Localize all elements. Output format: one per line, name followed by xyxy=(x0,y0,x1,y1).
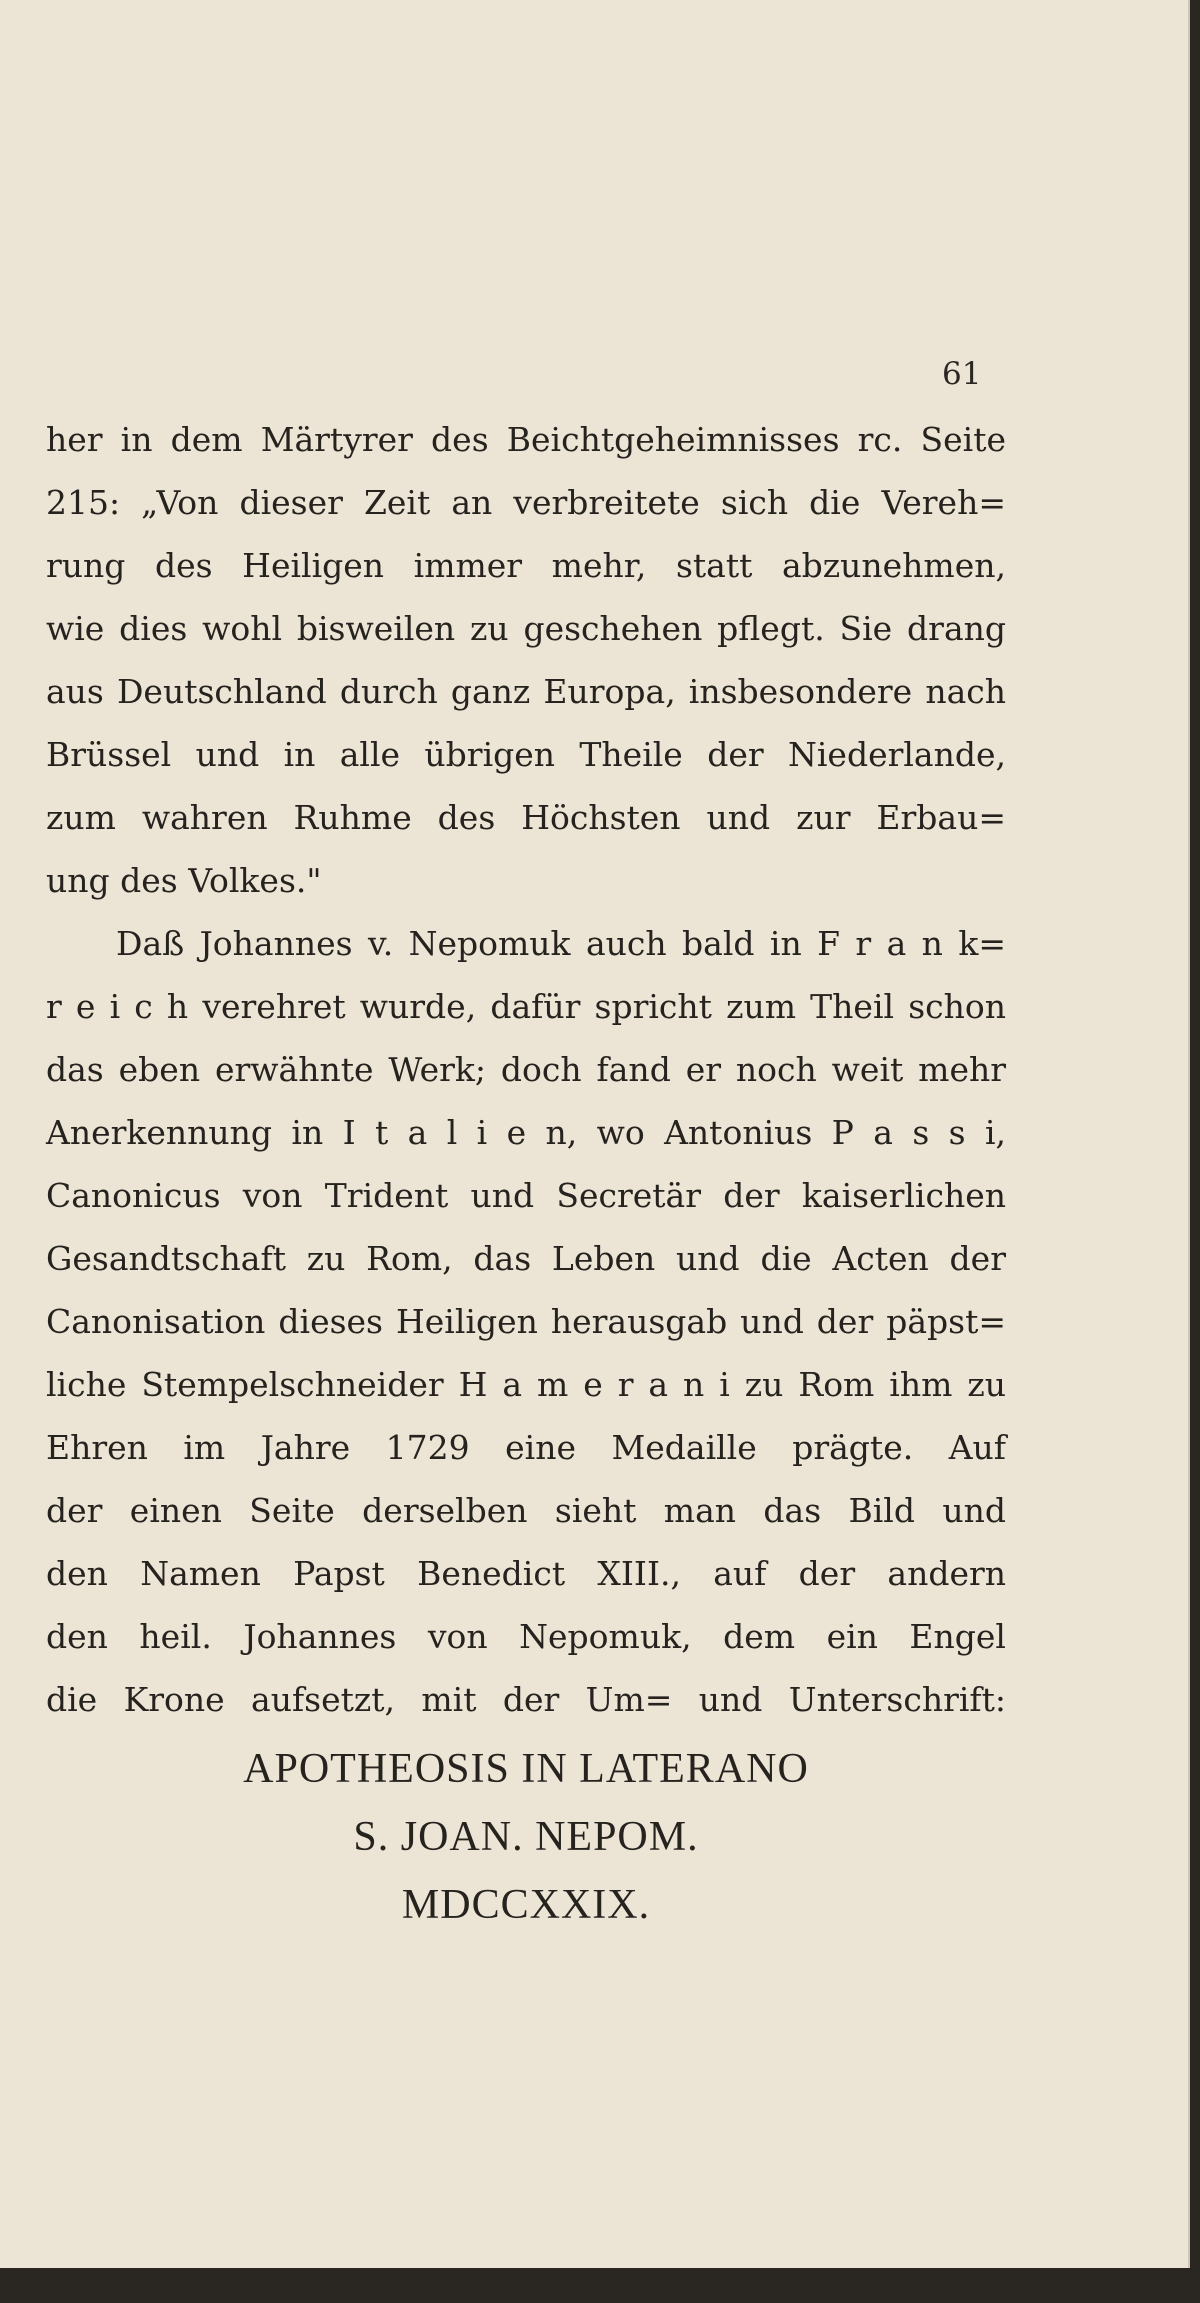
text-line-18: der einen Seite derselben sieht man das Bild und xyxy=(46,1491,1006,1530)
inscription-line-1: APOTHEOSIS IN LATERANO xyxy=(243,1746,809,1792)
text-line-19: den Namen Papst Benedict XIII., auf der andern xyxy=(46,1554,1006,1593)
text-line-2: 215: „Von dieser Zeit an verbreitete sich die Vereh= xyxy=(46,483,1006,522)
page-number: 61 xyxy=(942,356,982,392)
text-line-15: Canonisation dieses Heiligen herausgab und der päpst= xyxy=(46,1302,1006,1341)
text-line-5: aus Deutschland durch ganz Europa, insbesondere nach xyxy=(46,672,1006,711)
text-line-8: ung des Volkes." xyxy=(46,861,322,900)
text-line-20: den heil. Johannes von Nepomuk, dem ein Engel xyxy=(46,1617,1006,1656)
text-line-9: Daß Johannes v. Nepomuk auch bald in F r a n k= xyxy=(116,924,1006,963)
text-line-10: r e i c h verehret wurde, dafür spricht zum Theil schon xyxy=(46,987,1006,1026)
text-line-6: Brüssel und in alle übrigen Theile der Niederlande, xyxy=(46,735,1006,774)
text-line-11: das eben erwähnte Werk; doch fand er noch weit mehr xyxy=(46,1050,1006,1089)
inscription-line-3: MDCCXXIX. xyxy=(401,1882,651,1928)
text-line-13: Canonicus von Trident und Secretär der kaiserlichen xyxy=(46,1176,1006,1215)
text-line-3: rung des Heiligen immer mehr, statt abzunehmen, xyxy=(46,546,1006,585)
text-line-1: her in dem Märtyrer des Beichtgeheimnisses rc. Seite xyxy=(46,420,1006,459)
body-text xyxy=(46,408,1006,1731)
medal-inscription xyxy=(46,1735,1006,1939)
text-line-17: Ehren im Jahre 1729 eine Medaille prägte. Auf xyxy=(46,1428,1006,1467)
text-line-14: Gesandtschaft zu Rom, das Leben und die Acten der xyxy=(46,1239,1006,1278)
text-line-16: liche Stempelschneider H a m e r a n i zu Rom ihm zu xyxy=(46,1365,1006,1404)
inscription-line-2: S. JOAN. NEPOM. xyxy=(353,1814,699,1860)
text-line-21: die Krone aufsetzt, mit der Um= und Unterschrift: xyxy=(46,1680,1006,1719)
text-line-4: wie dies wohl bisweilen zu geschehen pflegt. Sie drang xyxy=(46,609,1006,648)
text-line-12: Anerkennung in I t a l i e n, wo Antonius P a s s i, xyxy=(46,1113,1006,1152)
text-line-7: zum wahren Ruhme des Höchsten und zur Erbau= xyxy=(46,798,1006,837)
